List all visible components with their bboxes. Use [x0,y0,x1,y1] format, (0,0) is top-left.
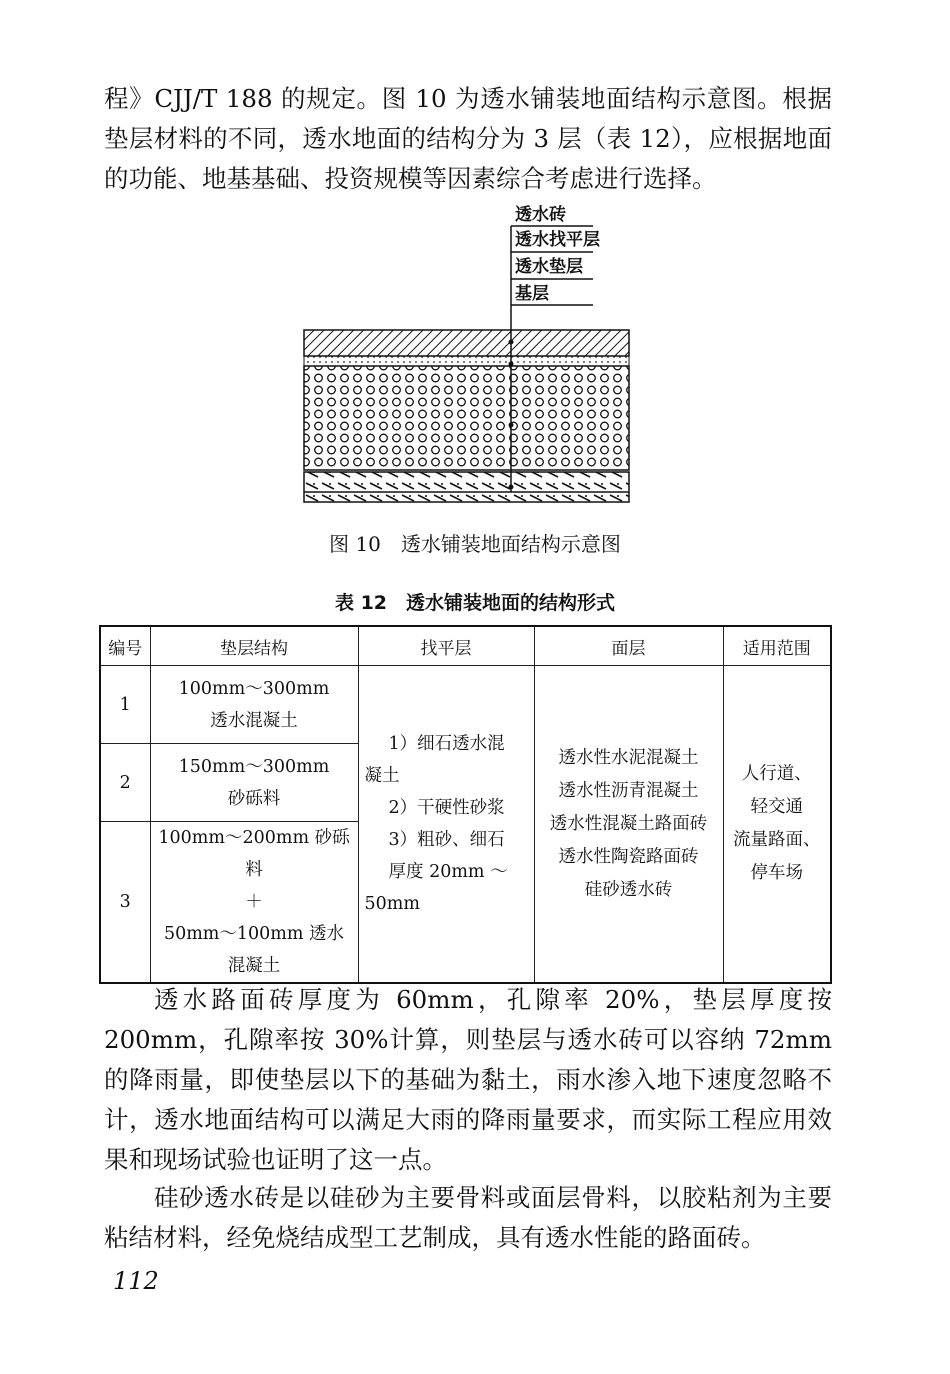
cushion-cell: 100mm～300mm 透水混凝土 [150,666,358,744]
cushion-cell: 150mm～300mm 砂砾料 [150,744,358,822]
surface-cell: 透水性水泥混凝土 透水性沥青混凝土 透水性混凝土路面砖 透水性陶瓷路面砖 硅砂透水砖 [534,666,723,984]
cushion-cell: 100mm～200mm 砂砾料 ＋ 50mm～100mm 透水 混凝土 [150,822,358,984]
table-row [100,666,831,744]
header-no: 编号 [100,626,150,666]
legend-cushion-layer: 透水垫层 [515,257,583,277]
row-number: 3 [100,822,150,984]
figure-caption: 图 10 透水铺装地面结构示意图 [329,532,621,556]
leveling-layer [304,356,629,366]
legend-base-layer: 基层 [515,284,549,304]
header-scope: 适用范围 [723,626,831,666]
row-number: 2 [100,744,150,822]
cushion-layer [304,366,629,470]
header-surface: 面层 [534,626,723,666]
row-number: 1 [100,666,150,744]
leveling-cell: 1）细石透水混 凝土 2）干硬性砂浆 3）粗砂、细石 厚度 20mm ～ 50mm [358,666,534,984]
table-caption: 表 12 透水铺装地面的结构形式 [334,592,616,614]
body-paragraph-2: 硅砂透水砖是以硅砂为主要骨料或面层骨料，以胶粘剂为主要粘结材料，经免烧结成型工艺制成，具有透水性能的路面砖。 [104,1183,832,1252]
page-number: 112 [113,1267,159,1295]
body-paragraph-1: 透水路面砖厚度为 60mm，孔隙率 20%，垫层厚度按 200mm，孔隙率按 30%计算，则垫层与透水砖可以容纳 72mm 的降雨量，即使垫层以下的基础为黏土，雨水渗入地下速度忽略不计，透水地面结构可以满足大雨的降雨量要求，而实际工程应用效果和现场试验也证明了这一点。 [104,985,832,1174]
intro-paragraph: 程》CJJ/T 188 的规定。图 10 为透水铺装地面结构示意图。根据垫层材料的不同，透水地面的结构分为 3 层（表 12），应根据地面的功能、地基基础、投资规模等因素综合考虑进行选择。 [104,84,832,193]
base-layer [304,472,629,502]
header-leveling: 找平层 [358,626,534,666]
header-cushion: 垫层结构 [150,626,358,666]
structure-table [99,625,832,984]
pavement-section-diagram [0,0,950,520]
legend-leveling-layer: 透水找平层 [515,230,600,250]
legend-permeable-brick: 透水砖 [515,205,566,225]
scope-cell: 人行道、 轻交通 流量路面、 停车场 [723,666,831,984]
brick-layer [304,330,629,356]
table-header-row [100,626,831,666]
